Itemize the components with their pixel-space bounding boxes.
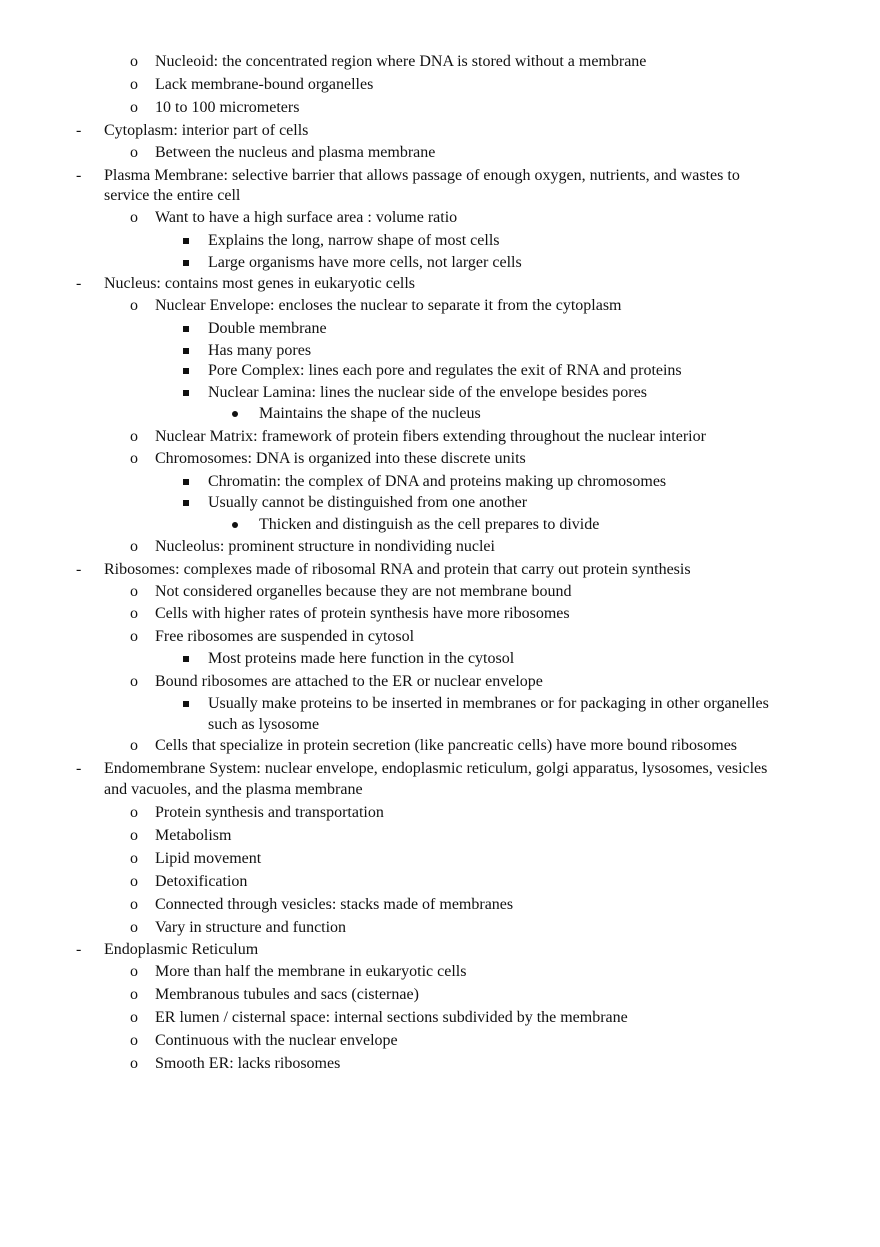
- circle-bullet: o: [130, 804, 138, 821]
- outline-item-text: Between the nucleus and plasma membrane: [155, 144, 436, 161]
- outline-item-text: Usually cannot be distinguished from one another: [208, 494, 528, 511]
- square-bullet-icon: [183, 348, 189, 354]
- outline-item-text: Most proteins made here function in the cytosol: [208, 650, 515, 667]
- outline-item-text: Cells that specialize in protein secretion (like pancreatic cells) have more bound ribosomes: [155, 737, 738, 754]
- circle-bullet: o: [130, 896, 138, 913]
- circle-bullet: o: [130, 209, 138, 226]
- circle-bullet: o: [130, 673, 138, 690]
- outline-item-text: Nuclear Lamina: lines the nuclear side of the envelope besides pores: [208, 384, 647, 401]
- dash-bullet: -: [76, 167, 82, 184]
- dot-bullet-icon: [232, 522, 238, 528]
- circle-bullet: o: [130, 538, 138, 555]
- circle-bullet: o: [130, 850, 138, 867]
- outline-item-text: Cytoplasm: interior part of cells: [104, 122, 309, 139]
- outline-item-text: Protein synthesis and transportation: [155, 804, 384, 821]
- outline-item-text: service the entire cell: [104, 187, 241, 204]
- square-bullet-icon: [183, 326, 189, 332]
- circle-bullet: o: [130, 737, 138, 754]
- outline-item-text: Want to have a high surface area : volume ratio: [155, 209, 458, 226]
- circle-bullet: o: [130, 99, 138, 116]
- outline-item-text: Connected through vesicles: stacks made of membranes: [155, 896, 514, 913]
- outline-item-text: Lack membrane-bound organelles: [155, 76, 374, 93]
- outline-item-text: 10 to 100 micrometers: [155, 99, 300, 116]
- outline-item-text: Pore Complex: lines each pore and regulates the exit of RNA and proteins: [208, 362, 682, 379]
- dash-bullet: -: [76, 275, 82, 292]
- outline-item-text: Lipid movement: [155, 850, 262, 867]
- circle-bullet: o: [130, 919, 138, 936]
- outline-item-text: Nuclear Matrix: framework of protein fibers extending throughout the nuclear interior: [155, 428, 706, 445]
- outline-item-text: and vacuoles, and the plasma membrane: [104, 781, 363, 798]
- circle-bullet: o: [130, 963, 138, 980]
- dot-bullet-icon: [232, 411, 238, 417]
- dash-bullet: -: [76, 122, 82, 139]
- outline-item-text: Usually make proteins to be inserted in membranes or for packaging in other organelles: [208, 695, 769, 712]
- outline-item-text: Has many pores: [208, 342, 312, 359]
- square-bullet-icon: [183, 701, 189, 707]
- dash-bullet: -: [76, 941, 82, 958]
- square-bullet-icon: [183, 656, 189, 662]
- outline-item-text: Thicken and distinguish as the cell prepares to divide: [259, 516, 600, 533]
- outline-item-text: Large organisms have more cells, not larger cells: [208, 254, 522, 271]
- circle-bullet: o: [130, 53, 138, 70]
- square-bullet-icon: [183, 500, 189, 506]
- outline-item-text: Nucleus: contains most genes in eukaryotic cells: [104, 275, 416, 292]
- outline-item-text: Plasma Membrane: selective barrier that allows passage of enough oxygen, nutrients, and wastes to: [104, 167, 740, 184]
- circle-bullet: o: [130, 144, 138, 161]
- circle-bullet: o: [130, 450, 138, 467]
- circle-bullet: o: [130, 1009, 138, 1026]
- outline-item-text: Free ribosomes are suspended in cytosol: [155, 628, 415, 645]
- outline-item-text: Maintains the shape of the nucleus: [259, 405, 481, 422]
- dash-bullet: -: [76, 760, 82, 777]
- circle-bullet: o: [130, 1032, 138, 1049]
- square-bullet-icon: [183, 368, 189, 374]
- outline-item-text: Vary in structure and function: [155, 919, 347, 936]
- outline-item-text: such as lysosome: [208, 716, 320, 733]
- outline-item-text: Not considered organelles because they are not membrane bound: [155, 583, 572, 600]
- circle-bullet: o: [130, 583, 138, 600]
- outline-item-text: Smooth ER: lacks ribosomes: [155, 1055, 341, 1072]
- outline-item-text: Nucleolus: prominent structure in nondividing nuclei: [155, 538, 495, 555]
- circle-bullet: o: [130, 873, 138, 890]
- circle-bullet: o: [130, 605, 138, 622]
- square-bullet-icon: [183, 479, 189, 485]
- outline-item-text: Nuclear Envelope: encloses the nuclear to separate it from the cytoplasm: [155, 297, 622, 314]
- outline-item-text: More than half the membrane in eukaryotic cells: [155, 963, 467, 980]
- outline-item-text: Cells with higher rates of protein synthesis have more ribosomes: [155, 605, 570, 622]
- outline-item-text: Endoplasmic Reticulum: [104, 941, 259, 958]
- outline-item-text: Continuous with the nuclear envelope: [155, 1032, 398, 1049]
- dash-bullet: -: [76, 561, 82, 578]
- circle-bullet: o: [130, 76, 138, 93]
- outline-item-text: Double membrane: [208, 320, 327, 337]
- square-bullet-icon: [183, 260, 189, 266]
- circle-bullet: o: [130, 1055, 138, 1072]
- circle-bullet: o: [130, 986, 138, 1003]
- outline-item-text: Chromatin: the complex of DNA and proteins making up chromosomes: [208, 473, 667, 490]
- outline-item-text: Bound ribosomes are attached to the ER or nuclear envelope: [155, 673, 543, 690]
- outline-item-text: Metabolism: [155, 827, 232, 844]
- square-bullet-icon: [183, 390, 189, 396]
- outline-item-text: ER lumen / cisternal space: internal sections subdivided by the membrane: [155, 1009, 628, 1026]
- circle-bullet: o: [130, 827, 138, 844]
- circle-bullet: o: [130, 297, 138, 314]
- circle-bullet: o: [130, 428, 138, 445]
- outline-item-text: Chromosomes: DNA is organized into these discrete units: [155, 450, 526, 467]
- outline-item-text: Ribosomes: complexes made of ribosomal RNA and protein that carry out protein synthesis: [104, 561, 691, 578]
- square-bullet-icon: [183, 238, 189, 244]
- outline-item-text: Membranous tubules and sacs (cisternae): [155, 986, 419, 1003]
- circle-bullet: o: [130, 628, 138, 645]
- outline-item-text: Endomembrane System: nuclear envelope, endoplasmic reticulum, golgi apparatus, lysosomes, vesicles: [104, 760, 768, 777]
- outline-item-text: Explains the long, narrow shape of most cells: [208, 232, 500, 249]
- outline-item-text: Nucleoid: the concentrated region where DNA is stored without a membrane: [155, 53, 647, 70]
- outline-item-text: Detoxification: [155, 873, 248, 890]
